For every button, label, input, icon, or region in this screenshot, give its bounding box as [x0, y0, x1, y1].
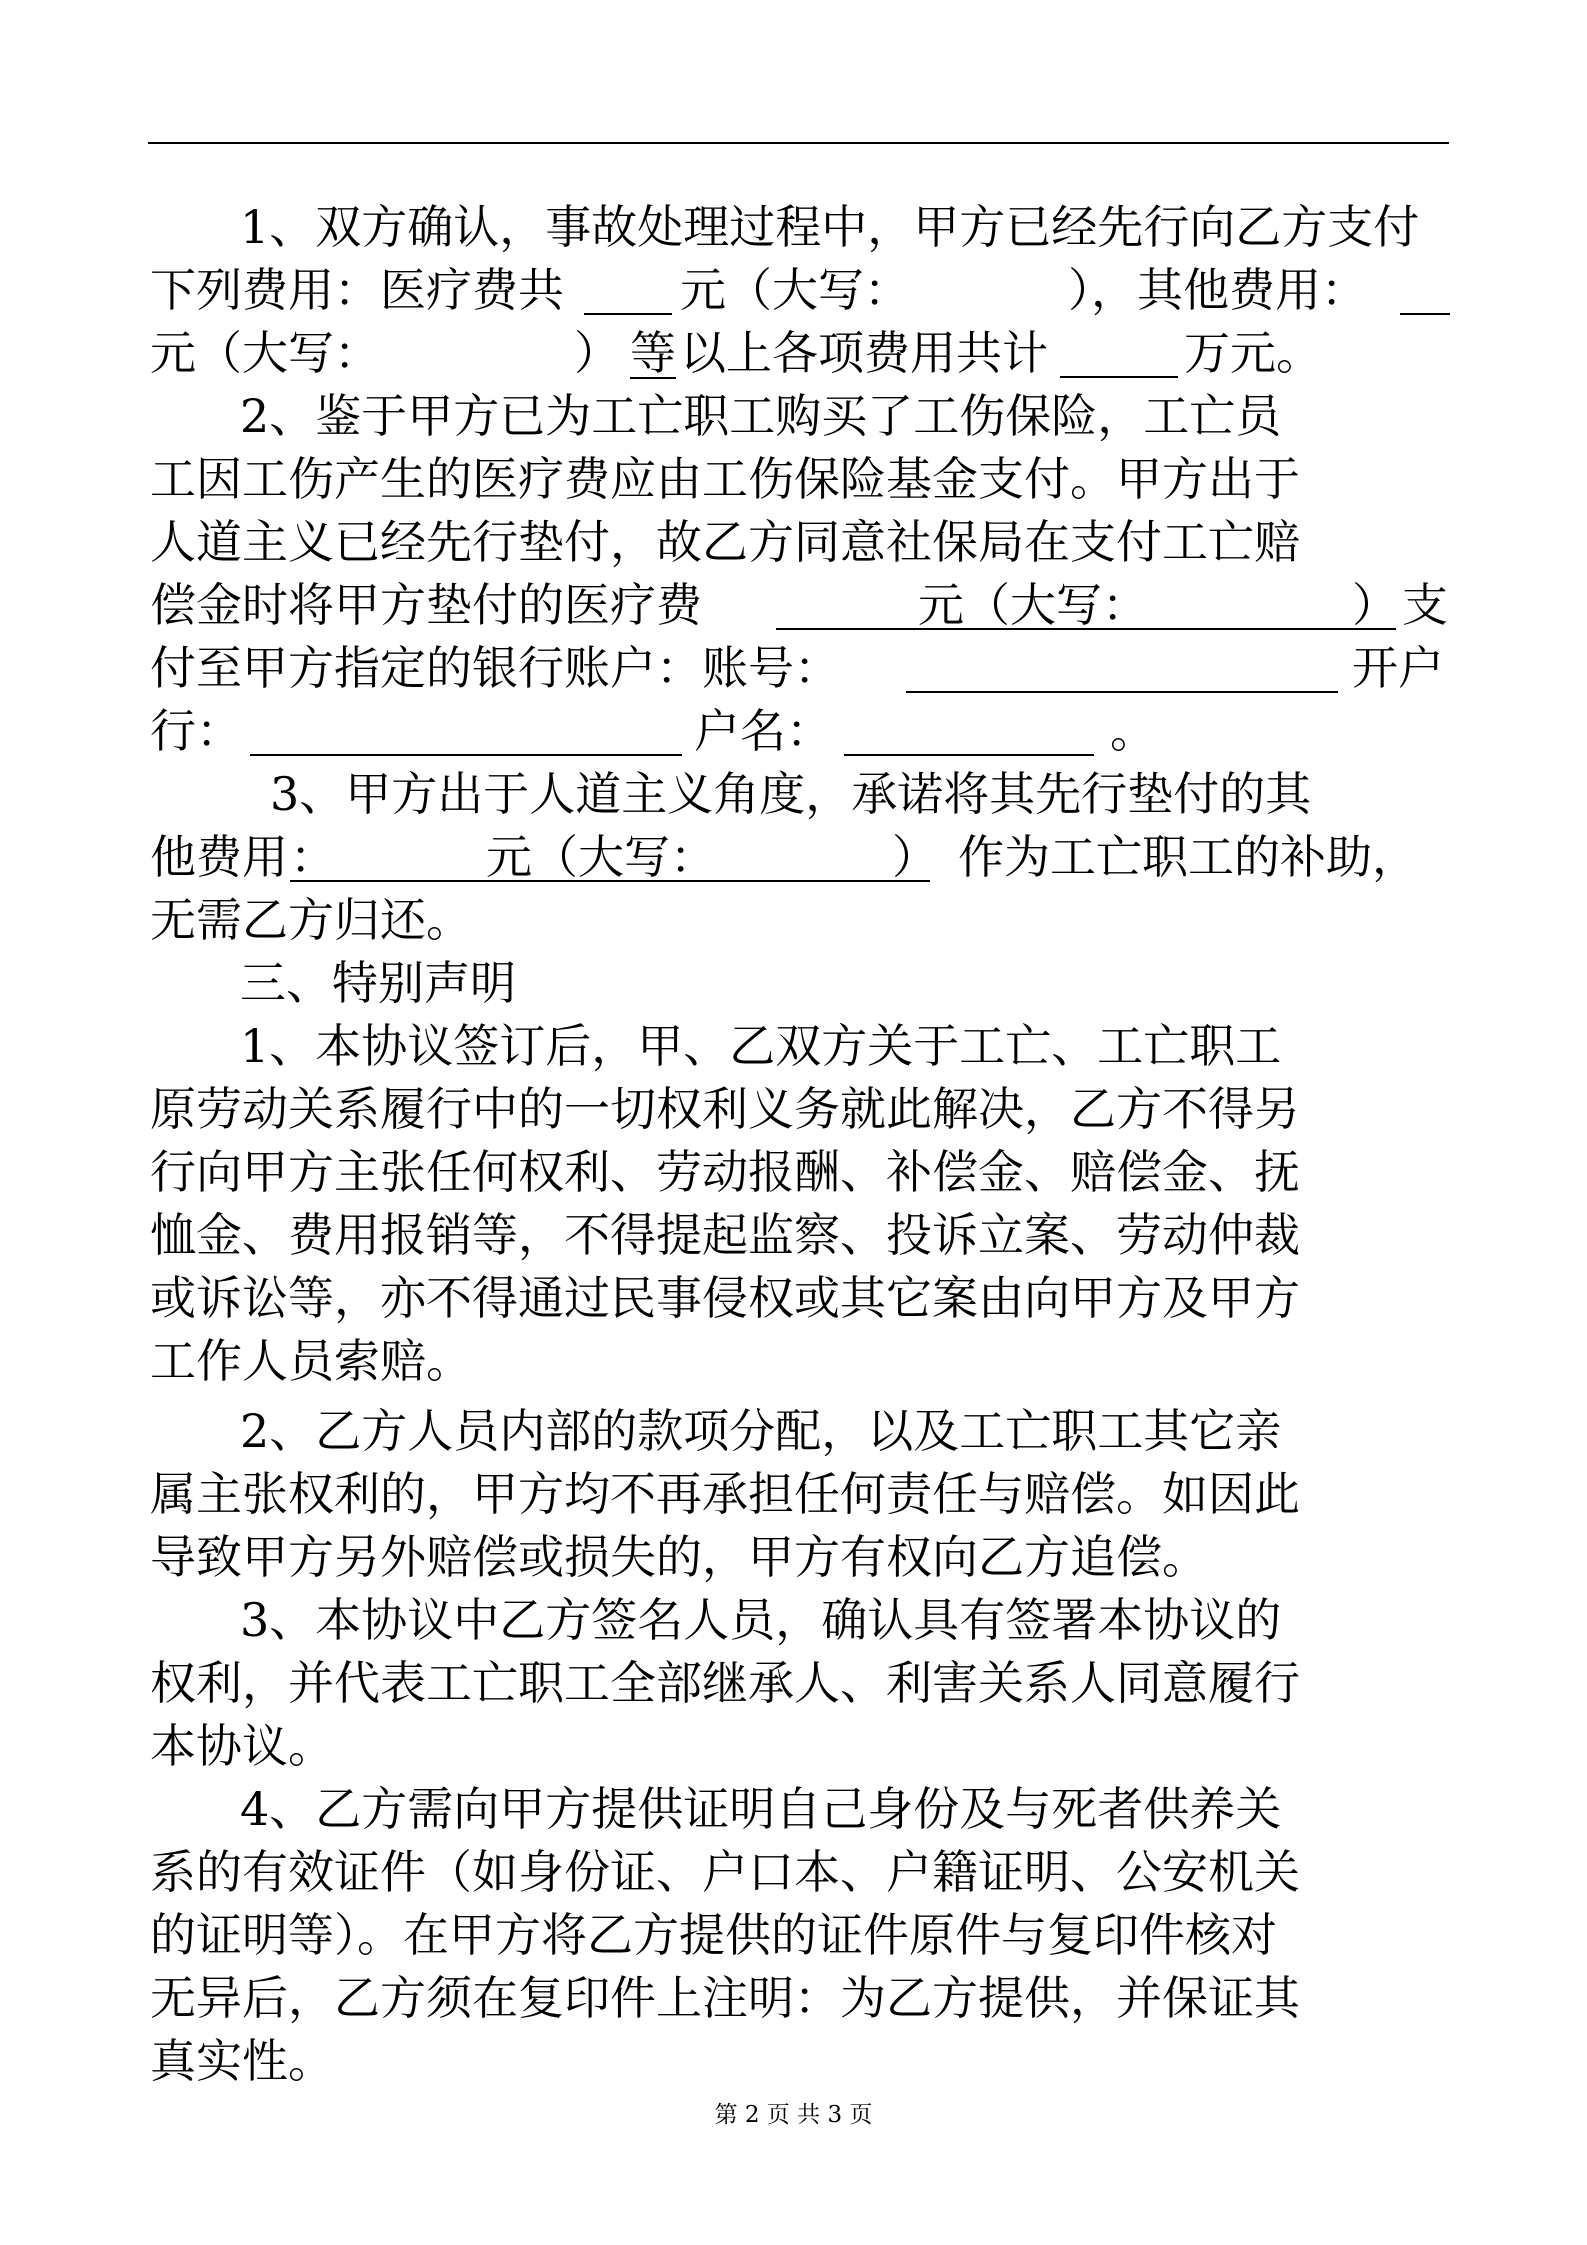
text-line: 行向甲方主张任何权利、劳动报酬、补偿金、赔偿金、抚 — [150, 1145, 1300, 1199]
text-line: 本协议。 — [150, 1719, 334, 1773]
text-line: 3、本协议中乙方签名人员，确认具有签署本协议的 — [240, 1593, 1282, 1647]
text-line: 权利，并代表工亡职工全部继承人、利害关系人同意履行 — [150, 1656, 1300, 1710]
blank-field[interactable] — [584, 259, 672, 315]
text-line: 2、鉴于甲方已为工亡职工购买了工伤保险，工亡员 — [240, 389, 1282, 443]
text-line: 3、甲方出于人道主义角度，承诺将其先行垫付的其 — [270, 767, 1312, 821]
text-line: 4、乙方需向甲方提供证明自己身份及与死者供养关 — [240, 1782, 1282, 1836]
text-line: 下列费用：医疗费共 元（大写： ），其他费用： — [0, 259, 1587, 321]
text-line: 恤金、费用报销等，不得提起监察、投诉立案、劳动仲裁 — [150, 1208, 1300, 1262]
text-line: 他费用 ： 元（大写： ） 作为工亡职工的补助， — [0, 826, 1587, 888]
account-number-field[interactable] — [906, 637, 1338, 693]
account-holder-field[interactable] — [844, 700, 1094, 756]
text-line: 人道主义已经先行垫付，故乙方同意社保局在支付工亡赔 — [150, 515, 1300, 569]
text-line: 的证明等）。在甲方将乙方提供的证件原件与复印件核对 — [150, 1908, 1277, 1962]
page-number: 第 2 页 共 3 页 — [714, 2102, 873, 2128]
text-line: 工因工伤产生的医疗费应由工伤保险基金支付。甲方出于 — [150, 452, 1300, 506]
text-line: 偿金时将甲方垫付的医疗费 元（大写： ） 支 — [0, 574, 1587, 636]
bank-name-field[interactable] — [250, 700, 682, 756]
text-line: 无需乙方归还。 — [150, 893, 472, 947]
text-line: 工作人员索赔。 — [150, 1334, 472, 1388]
header-rule — [148, 142, 1449, 144]
text-line: 真实性。 — [150, 2034, 334, 2088]
text-line: 1、本协议签订后，甲、乙双方关于工亡、工亡职工 — [240, 1019, 1282, 1073]
text-line: 2、乙方人员内部的款项分配，以及工亡职工其它亲 — [240, 1404, 1282, 1458]
text-line: 属主张权利的，甲方均不再承担任何责任与赔偿。如因此 — [150, 1467, 1300, 1521]
text-line: 无异后，乙方须在复印件上注明：为乙方提供，并保证其 — [150, 1971, 1300, 2025]
text-line: 或诉讼等，亦不得通过民事侵权或其它案由向甲方及甲方 — [150, 1271, 1300, 1325]
text-line: 导致甲方另外赔偿或损失的，甲方有权向乙方追偿。 — [150, 1530, 1208, 1584]
blank-field[interactable] — [1400, 259, 1450, 315]
text-line: 原劳动关系履行中的一切权利义务就此解决，乙方不得另 — [150, 1082, 1300, 1136]
text-line: 行： 户名： 。 — [0, 700, 1587, 762]
blank-field[interactable] — [1060, 322, 1178, 378]
text-line: 元（大写： ） 等 以上各项费用共计 万元。 — [0, 322, 1587, 384]
text-line: 1、双方确认，事故处理过程中，甲方已经先行向乙方支付 — [240, 200, 1420, 254]
text-line: 系的有效证件（如身份证、户口本、户籍证明、公安机关 — [150, 1845, 1300, 1899]
text-line: 付至甲方指定的银行账户：账号： 开户 — [0, 637, 1587, 699]
section-heading: 三、特别声明 — [240, 956, 516, 1010]
